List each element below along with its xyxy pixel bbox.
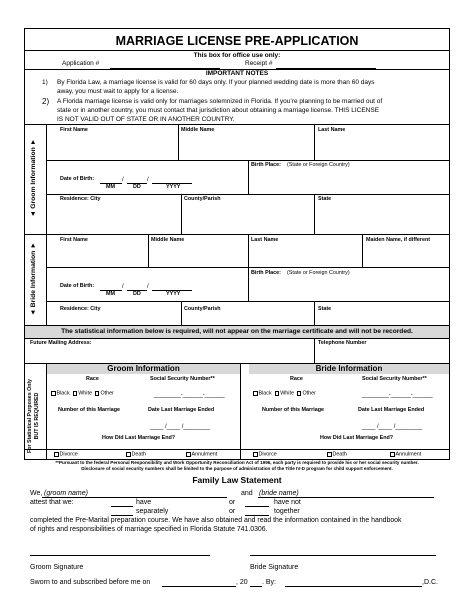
or-label-2: or (229, 508, 236, 515)
divider (240, 363, 241, 459)
groom-ended-options (54, 452, 78, 458)
bride-black-label: Black (258, 390, 272, 397)
divider (24, 449, 25, 459)
groom-divorce-label: Divorce (59, 451, 78, 458)
divider (46, 363, 47, 459)
dob-sep: / (147, 284, 149, 290)
groom-date-last-field[interactable]: ____ /____ /________ (150, 424, 211, 430)
divider (314, 301, 315, 325)
groom-white-label: White (78, 390, 92, 397)
bride-divorce-checkbox[interactable] (253, 452, 258, 457)
bride-black-checkbox[interactable] (253, 391, 258, 396)
bride-signature-field[interactable] (250, 555, 436, 556)
divider (178, 124, 179, 160)
divider (314, 124, 315, 160)
future-address-label: Future Mailing Address: (30, 340, 92, 346)
clerk-field[interactable] (285, 586, 422, 587)
family-law-heading: Family Law Statement (192, 475, 282, 485)
notes-heading: IMPORTANT NOTES (205, 70, 269, 77)
groom-dob-dd: DD (133, 184, 141, 190)
divider (46, 194, 450, 195)
note-2-number: 2) (42, 97, 50, 106)
family-body-line1: completed the Pre-Marital preparation course. We have also obtained and read the information contained in the handbook (30, 517, 402, 524)
bride-other-label: Other (302, 390, 316, 397)
divider (314, 194, 315, 234)
groom-stat-heading: Groom Information (107, 364, 180, 373)
note-1-number: 1) (42, 79, 48, 86)
separately-field[interactable] (111, 515, 133, 516)
groom-race-options (51, 391, 114, 397)
groom-black-checkbox[interactable] (51, 391, 56, 396)
bride-name-hint: (bride name) (259, 490, 299, 497)
divider (248, 267, 249, 301)
groom-ssn-label: Social Security Number** (150, 376, 215, 382)
dob-sep: / (147, 177, 149, 183)
bride-race-label: Race (290, 376, 303, 382)
page-title: MARRIAGE LICENSE PRE-APPLICATION (115, 34, 359, 48)
have-label: have (136, 499, 152, 506)
groom-middle-name-label: Middle Name (181, 127, 215, 133)
divider (181, 301, 182, 325)
groom-death-checkbox[interactable] (126, 452, 131, 457)
bride-name-field[interactable] (258, 497, 434, 498)
divider (181, 194, 182, 234)
and-label: and (241, 490, 253, 497)
groom-birth-place-label: Birth Place: (251, 162, 281, 168)
bride-annulment-label: Annulment (395, 451, 422, 458)
bride-side-label: ◄ Bride Information ► (30, 242, 37, 316)
groom-race-label: Race (86, 376, 99, 382)
groom-death-option (126, 452, 146, 458)
bride-birth-place-hint: (State or Foreign Country) (287, 270, 350, 276)
have-not-label: have not (274, 499, 301, 506)
bride-dob-mm: MM (106, 291, 115, 297)
bride-stat-heading: Bride Information (315, 364, 383, 373)
divider (46, 234, 47, 325)
we-label: We, (30, 490, 43, 497)
groom-last-name-label: Last Name (318, 127, 346, 133)
bride-dob-label: Date of Birth: (60, 283, 95, 289)
bride-annulment-checkbox[interactable] (390, 452, 395, 457)
bride-ssn-label: Social Security Number** (362, 376, 427, 382)
groom-first-name-label: First Name (60, 127, 88, 133)
groom-dob-mm: MM (106, 184, 115, 190)
office-heading: This box for office use only: (193, 52, 281, 59)
divider (24, 234, 450, 235)
groom-annulment-checkbox[interactable] (186, 452, 191, 457)
groom-black-label: Black (56, 390, 70, 397)
dc-label: ,D.C. (422, 579, 438, 586)
bride-divorce-option (253, 452, 277, 458)
sworn-date-field[interactable] (162, 586, 236, 587)
or-label-1: or (229, 499, 236, 506)
groom-white-checkbox[interactable] (73, 391, 78, 396)
footnote-line2: Disclosure of social security numbers shall be limited to the purpose of administration of the Title IV-D program for child support enforcement. (81, 466, 393, 471)
divider (148, 234, 149, 267)
groom-other-checkbox[interactable] (95, 391, 100, 396)
divider (24, 338, 450, 339)
together-field[interactable] (245, 515, 269, 516)
dob-sep: / (122, 284, 124, 290)
sworn-label: Sworn to and subscribed before me on (30, 579, 151, 586)
groom-signature-field[interactable] (30, 555, 210, 556)
groom-num-marriage-label: Number of this Marriage (58, 407, 121, 413)
groom-date-last-label: Date Last Marriage Ended (148, 407, 215, 413)
divider (248, 234, 249, 267)
bride-other-checkbox[interactable] (297, 391, 302, 396)
bride-birth-place-label: Birth Place: (251, 270, 281, 276)
application-label: Application # (62, 60, 100, 67)
groom-dob-label: Date of Birth: (60, 176, 95, 182)
divider (46, 124, 47, 234)
divider (248, 160, 249, 194)
groom-residence-label: Residence: City (60, 196, 101, 202)
divider (362, 234, 363, 267)
bride-num-marriage-label: Number of this Marriage (262, 407, 325, 413)
bride-maiden-name-label: Maiden Name, if different (366, 237, 431, 243)
bride-death-option (327, 452, 347, 458)
groom-annulment-option (186, 452, 217, 458)
groom-birth-place-hint: (State or Foreign Country) (287, 162, 350, 168)
groom-side-label: ◄ Groom Information ► (30, 138, 37, 218)
groom-county-label: County/Parish (184, 196, 221, 202)
bride-first-name-label: First Name (60, 237, 88, 243)
bride-how-ended-label: How Did Last Marriage End? (320, 435, 394, 441)
note-1-line1: By Florida Law, a marriage license is valid for 60 days only. If your planned wedding date is more than 60 days (57, 79, 375, 86)
groom-divorce-checkbox[interactable] (54, 452, 59, 457)
note-2-line2: state or in another country, you must contact that jurisdiction about obtaining a marriage license. THIS LICENSE (57, 107, 380, 114)
bride-last-name-label: Last Name (251, 237, 279, 243)
stat-side-line2: BUT IS REQUIRED (34, 392, 40, 440)
have-not-field[interactable] (245, 506, 269, 507)
bride-date-last-field[interactable]: ____ /____ /________ (362, 424, 423, 430)
year-prefix: , 20 (236, 579, 248, 586)
groom-signature-label: Groom Signature (30, 564, 84, 571)
sworn-year-field[interactable] (250, 586, 262, 587)
bride-middle-name-label: Middle Name (151, 237, 185, 243)
note-2-line1: A Florida marriage license is valid only for marriages solemnized in Florida. If you’re planning to be married out of (57, 98, 383, 105)
attest-label: attest that we: (30, 499, 74, 506)
telephone-label: Telephone Number (318, 340, 367, 346)
divider (314, 338, 315, 363)
receipt-label: Receipt # (245, 60, 273, 67)
separately-label: separately (136, 508, 169, 515)
bride-dob-dd: DD (133, 291, 141, 297)
bride-death-checkbox[interactable] (327, 452, 332, 457)
groom-state-label: State (318, 196, 332, 202)
divider (46, 301, 450, 302)
groom-how-ended-label: How Did Last Marriage End? (102, 435, 176, 441)
bride-white-label: White (280, 390, 294, 397)
groom-name-field[interactable] (42, 497, 227, 498)
footnote-line1: **Pursuant to the federal Personal Responsibility and Work Opportunity Reconciliation Act of 1996, each party is required to provide his or her social security number. (55, 460, 419, 465)
bride-residence-label: Residence: City (60, 306, 101, 312)
divider (449, 449, 450, 459)
groom-other-label: Other (100, 390, 114, 397)
groom-ssn-field[interactable]: ________-______-______ (154, 392, 225, 398)
bride-date-last-label: Date Last Marriage Ended (358, 407, 425, 413)
groom-annulment-label: Annulment (191, 451, 218, 458)
bride-county-label: County/Parish (184, 306, 221, 312)
by-label: . By: (262, 579, 277, 586)
bride-divorce-label: Divorce (258, 451, 277, 458)
divider (24, 50, 450, 51)
note-1-line2: away, you must wait to apply for a license. (57, 88, 179, 95)
stat-side-line1: For Statistical Purposes Only (27, 379, 33, 453)
bride-ssn-field[interactable]: ________-______-______ (362, 392, 433, 398)
statistical-banner: The statistical information below is required, will not appear on the marriage certificate and will not be recorded. (61, 328, 413, 335)
family-body-line2: of rights and responsibilities of marriage specified in Florida Statute 741.0306. (30, 526, 268, 533)
groom-dob-yyyy: YYYY (166, 184, 181, 190)
bride-race-options (253, 391, 316, 397)
together-label: together (274, 508, 300, 515)
bride-death-label: Death (332, 451, 347, 458)
divider (24, 124, 450, 125)
bride-white-checkbox[interactable] (275, 391, 280, 396)
bride-state-label: State (318, 306, 332, 312)
note-2-line3: IS NOT VALID OUT OF STATE OR IN ANOTHER COUNTRY. (57, 116, 235, 123)
groom-death-label: Death (131, 451, 146, 458)
bride-dob-yyyy: YYYY (166, 291, 181, 297)
bride-annulment-option (390, 452, 421, 458)
bride-signature-label: Bride Signature (250, 564, 299, 571)
stat-side-label (27, 368, 43, 464)
groom-name-hint: (groom name) (44, 490, 88, 497)
dob-sep: / (122, 177, 124, 183)
have-field[interactable] (111, 506, 133, 507)
